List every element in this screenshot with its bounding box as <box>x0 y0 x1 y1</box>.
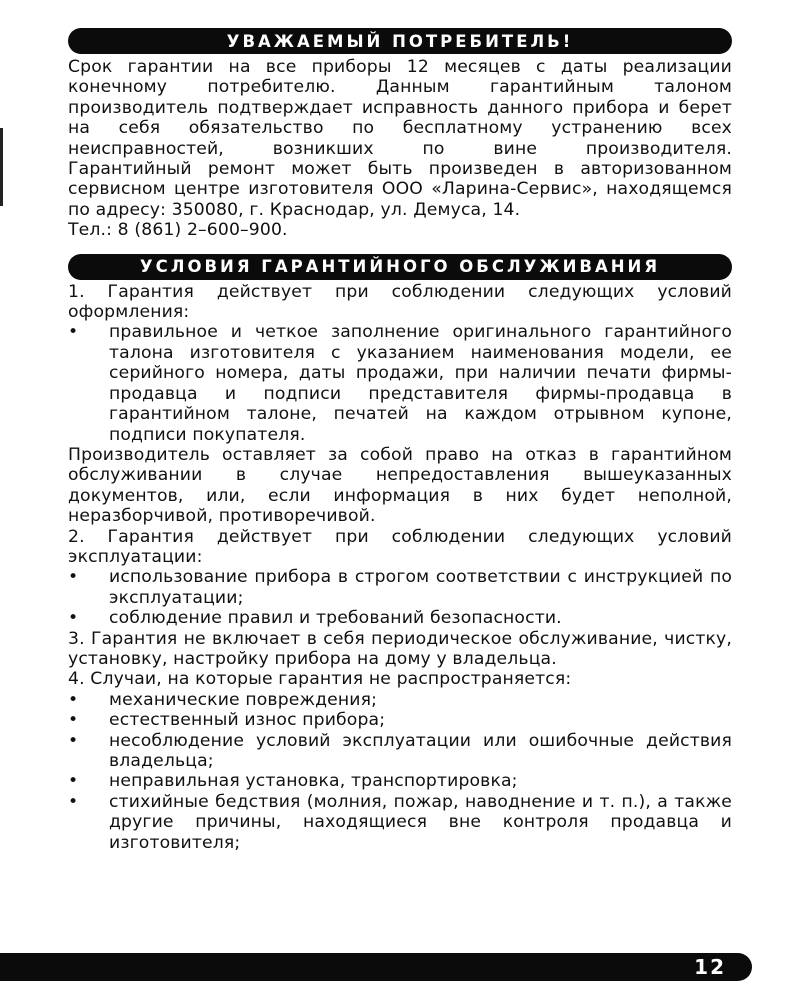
condition-2-list <box>68 567 732 628</box>
page-footer-bar <box>0 953 752 981</box>
page-edge-mark <box>0 128 3 206</box>
list-item: • механические повреждения; <box>68 690 732 710</box>
condition-2-intro: 2. Гарантия действует при соблюдении следующих условий эксплуатации: <box>68 526 732 567</box>
phone-line: Тел.: 8 (861) 2–600–900. <box>68 220 288 241</box>
refusal-paragraph: Производитель оставляет за собой право на отказ в гарантийном обслуживании в случае непредоставления вышеуказанных документов, или, если информация в них будет неполной, неразборчивой, противоречивой. <box>68 444 732 527</box>
list-item: • соблюдение правил и требований безопасности. <box>68 608 732 628</box>
list-item: • неправильная установка, транспортировка; <box>68 771 732 791</box>
list-item: • использование прибора в строгом соответствии с инструкцией по эксплуатации; <box>68 567 732 608</box>
list-item: • естественный износ прибора; <box>68 710 732 730</box>
condition-4-list <box>68 690 732 853</box>
list-item: • правильное и четкое заполнение оригинального гарантийного талона изготовителя с указанием наименования модели, ее серийного номера, даты продажи, при наличии печати фирмы-продавца и подписи представителя фирмы-продавца в гарантийном талоне, печатей на каждом отрывном купоне, подписи покупателя. <box>68 322 732 444</box>
list-item: • стихийные бедствия (молния, пожар, наводнение и т. п.), а также другие причины, находящиеся вне контроля продавца и изготовителя; <box>68 792 732 853</box>
condition-1-intro: 1. Гарантия действует при соблюдении следующих условий оформления: <box>68 281 732 323</box>
list-item: • несоблюдение условий эксплуатации или ошибочные действия владельца; <box>68 731 732 772</box>
section-title-conditions: УСЛОВИЯ ГАРАНТИЙНОГО ОБСЛУЖИВАНИЯ <box>68 254 732 280</box>
condition-1-list <box>68 322 732 444</box>
warranty-page <box>68 28 732 853</box>
page-number: 12 <box>694 955 726 979</box>
service-center-paragraph: Гарантийный ремонт может быть произведен в авторизованном сервисном центре изготовителя ООО «Ларина-Сервис», находящемся по адресу: 350080, г. Краснодар, ул. Демуса, 14. <box>68 159 732 220</box>
section-title-consumer: УВАЖАЕМЫЙ ПОТРЕБИТЕЛЬ! <box>68 28 732 54</box>
warranty-term-paragraph: Срок гарантии на все приборы 12 месяцев с даты реализации конечному потребителю. Данным гарантийным талоном производитель подтверждает исправность данного прибора и берет на себя обязательство по бесплатному устранению всех неисправностей, возникших по вине производителя. <box>68 57 732 159</box>
condition-4-intro: 4. Случаи, на которые гарантия не распространяется: <box>68 669 572 690</box>
condition-3: 3. Гарантия не включает в себя периодическое обслуживание, чистку, установку, настройку прибора на дому у владельца. <box>68 628 732 669</box>
